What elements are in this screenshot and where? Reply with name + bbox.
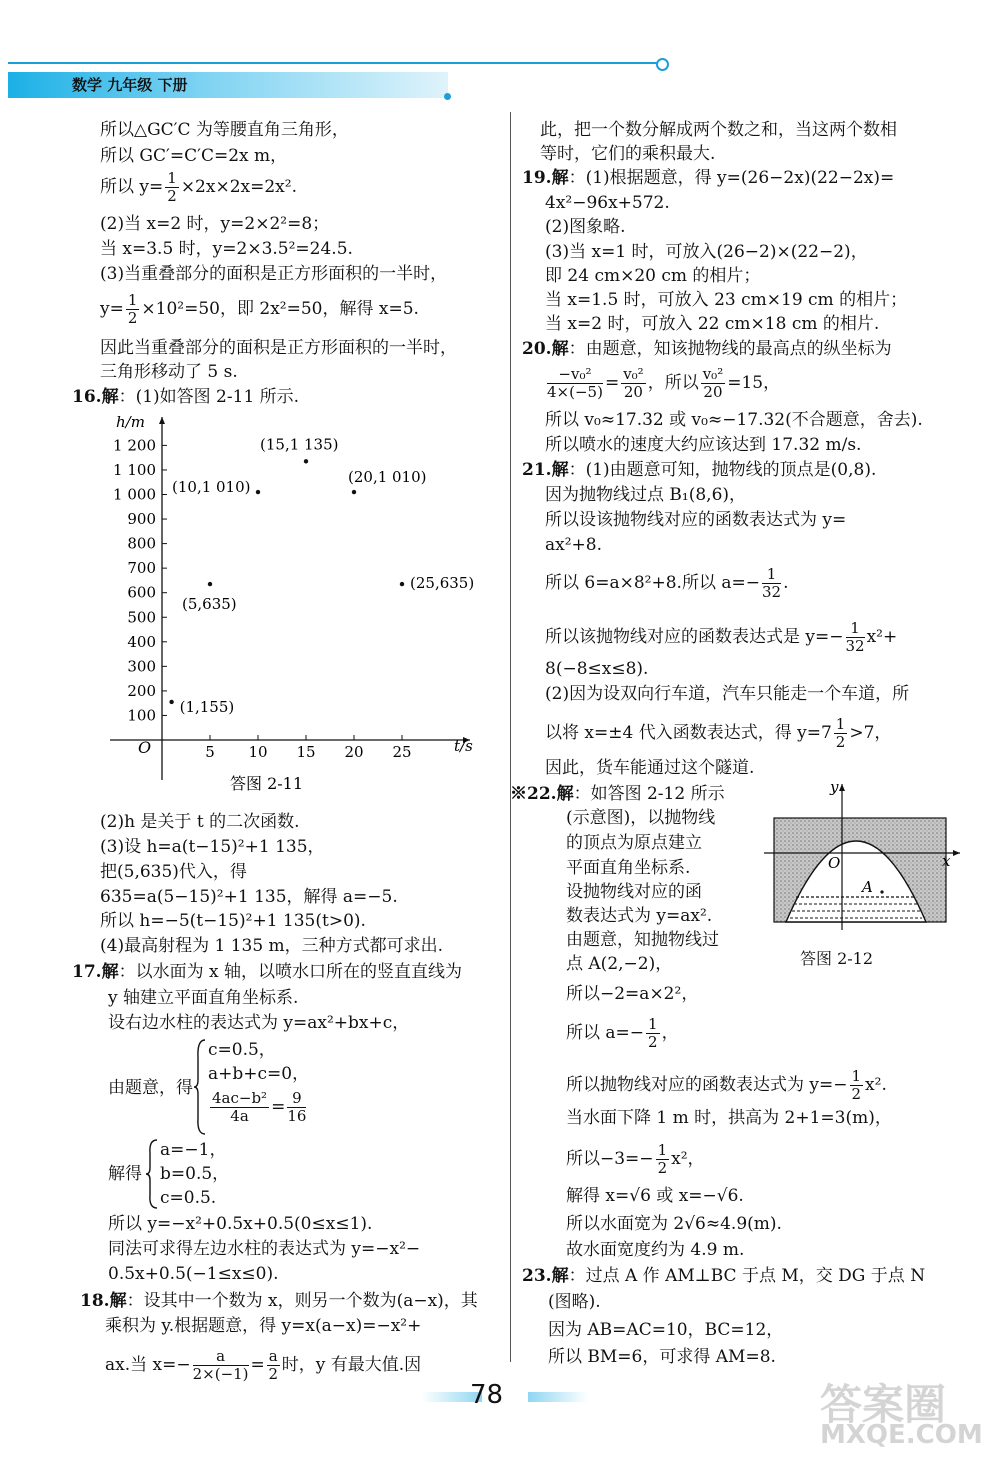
text-line: 所以 v₀≈17.32 或 v₀≈−17.32(不合题意，舍去). bbox=[545, 410, 923, 430]
y-tick-label: 1 200 bbox=[113, 436, 156, 455]
formula-line bbox=[100, 292, 419, 327]
text-line: 0.5x+0.5(−1≤x≤0). bbox=[108, 1264, 279, 1284]
text-line: 乘积为 y.根据题意，得 y=x(a−x)=−x²+ bbox=[105, 1316, 422, 1336]
header-bar-dot bbox=[444, 93, 451, 100]
text: ：(1)如答图 2-11 所示. bbox=[118, 387, 300, 407]
header-title: 数学 九年级 下册 bbox=[72, 76, 188, 94]
fraction bbox=[621, 366, 646, 401]
text-line: 解得 x=√6 或 x=−√6. bbox=[566, 1186, 744, 1206]
numerator: a bbox=[268, 1347, 278, 1365]
data-point bbox=[400, 582, 404, 586]
fraction bbox=[701, 366, 726, 401]
denominator: 2 bbox=[648, 1033, 658, 1051]
text-line: 所以 h=−5(t−15)²+1 135(t>0). bbox=[100, 911, 366, 931]
data-point bbox=[169, 700, 173, 704]
text-line: 因此，货车能通过这个隧道. bbox=[545, 758, 755, 778]
y-axis-label: h/m bbox=[116, 413, 145, 431]
fraction bbox=[656, 1142, 670, 1177]
fraction bbox=[165, 170, 179, 205]
text-line: 当 x=3.5 时，y=2×3.5²=24.5. bbox=[100, 239, 353, 259]
left-brace bbox=[193, 1038, 207, 1136]
x-axis-label: t/s bbox=[454, 737, 473, 755]
text-line: 等时，它们的乘积最大. bbox=[540, 144, 716, 164]
text-line: c=0.5. bbox=[160, 1188, 217, 1208]
text-line: 平面直角坐标系. bbox=[566, 858, 691, 878]
point-a-label: A bbox=[862, 878, 873, 896]
text-line: 的顶点为原点建立 bbox=[566, 833, 702, 853]
fraction bbox=[210, 1090, 269, 1125]
numerator: 1 bbox=[127, 291, 138, 309]
text-line: 8(−8≤x≤8). bbox=[545, 659, 649, 679]
origin-label: O bbox=[828, 854, 841, 872]
numerator: v₀² bbox=[623, 365, 644, 383]
denominator: 4×(−5) bbox=[547, 383, 603, 401]
header-rule bbox=[8, 62, 660, 64]
text-line: 设右边水柱的表达式为 y=ax²+bx+c， bbox=[108, 1013, 410, 1033]
text-line: (2)h 是关于 t 的二次函数. bbox=[100, 812, 300, 832]
text: ：(1)由题意可知，抛物线的顶点是(0,8). bbox=[568, 460, 877, 480]
text: ：过点 A 作 AM⊥BC 于点 M，交 DG 于点 N bbox=[568, 1266, 926, 1286]
x-axis-arrow bbox=[953, 850, 960, 856]
watermark-logo: 答案圈 bbox=[820, 1380, 947, 1429]
text-line: 635=a(5−15)²+1 135，解得 a=−5. bbox=[100, 887, 398, 907]
y-tick-label: 400 bbox=[127, 632, 156, 651]
text: ：如答图 2-12 所示 bbox=[573, 784, 725, 804]
text: 所以 y= bbox=[100, 177, 164, 197]
x-tick-label: 15 bbox=[296, 743, 316, 761]
text-line: y 轴建立平面直角坐标系. bbox=[108, 988, 299, 1008]
formula-line bbox=[545, 366, 780, 401]
text-line: (3)设 h=a(t−15)²+1 135， bbox=[100, 837, 325, 857]
text-line: 设抛物线对应的函 bbox=[566, 882, 702, 902]
formula-line bbox=[566, 1068, 887, 1103]
text-line: 因此当重叠部分的面积是正方形面积的一半时， bbox=[100, 338, 457, 358]
origin-label: O bbox=[138, 738, 152, 757]
parabola-figure bbox=[764, 780, 964, 930]
text-line: 三角形移动了 5 s. bbox=[100, 362, 238, 382]
y-tick-label: 200 bbox=[127, 681, 156, 700]
question-18 bbox=[80, 1291, 478, 1311]
text: ：(1)根据题意，得 y=(26−2x)(22−2x)= bbox=[568, 168, 895, 188]
fraction bbox=[846, 620, 865, 655]
numerator: 1 bbox=[167, 169, 177, 187]
fraction bbox=[126, 292, 140, 327]
data-point-label: (15,1 135) bbox=[260, 435, 339, 454]
text-line: 当 x=2 时，可放入 22 cm×18 cm 的相片. bbox=[545, 314, 880, 334]
data-point-label: (10,1 010) bbox=[172, 478, 251, 497]
text-line: 点 A(2,−2)， bbox=[566, 954, 673, 974]
text-line: (2)当 x=2 时，y=2×2²=8； bbox=[100, 214, 330, 234]
text: >7， bbox=[849, 723, 892, 743]
text-line: 数表达式为 y=ax². bbox=[566, 906, 713, 926]
text-line: 所以设该抛物线对应的函数表达式为 y= bbox=[545, 510, 847, 530]
denominator: 32 bbox=[845, 637, 865, 655]
text-line: b=0.5， bbox=[160, 1164, 230, 1184]
footer-ornament-right bbox=[528, 1392, 588, 1402]
numerator: 1 bbox=[835, 715, 846, 733]
data-point-label: (5,635) bbox=[182, 595, 237, 614]
question-number: 23.解 bbox=[522, 1266, 569, 1286]
data-point bbox=[208, 582, 212, 586]
y-tick-label: 300 bbox=[127, 657, 156, 676]
text: x²+ bbox=[866, 627, 898, 647]
text: x²， bbox=[671, 1149, 705, 1169]
text: y= bbox=[100, 299, 124, 319]
formula-line bbox=[545, 620, 897, 655]
numerator: 9 bbox=[287, 1090, 306, 1108]
text-line: 所以△GC′C 为等腰直角三角形， bbox=[100, 120, 349, 140]
formula-line bbox=[566, 1016, 679, 1051]
text: ， bbox=[661, 1023, 679, 1043]
text: 所以 6=a×8²+8.所以 a=− bbox=[545, 573, 760, 593]
text-line: 4x²−96x+572. bbox=[545, 193, 670, 213]
question-16 bbox=[72, 387, 299, 407]
text-line: a=−1， bbox=[160, 1140, 227, 1160]
x-axis-label: x bbox=[942, 852, 951, 870]
point-a bbox=[880, 890, 883, 893]
denominator: 32 bbox=[761, 583, 782, 601]
text-line: (2)因为设双向行车道，汽车只能走一个车道，所 bbox=[545, 684, 910, 704]
watermark-url: MXQE.COM bbox=[820, 1420, 983, 1450]
text-line: 把(5,635)代入，得 bbox=[100, 862, 247, 882]
text: 所以 a=− bbox=[566, 1023, 645, 1043]
question-number: 16.解 bbox=[72, 387, 119, 407]
question-23 bbox=[522, 1266, 925, 1286]
text: 所以抛物线对应的函数表达式为 y=− bbox=[566, 1075, 848, 1095]
text: ×10²=50，即 2x²=50，解得 x=5. bbox=[141, 299, 419, 319]
question-number: 17.解 bbox=[72, 962, 119, 982]
y-tick-label: 700 bbox=[127, 559, 156, 578]
y-tick-label: 1 100 bbox=[113, 460, 156, 479]
fraction bbox=[850, 1068, 864, 1103]
x-tick-label: 5 bbox=[205, 743, 215, 761]
denominator: 16 bbox=[287, 1107, 307, 1125]
text-line: 因为抛物线过点 B₁(8,6)， bbox=[545, 485, 747, 505]
text-line: 所以−2=a×2²， bbox=[566, 984, 699, 1004]
data-point-label: (1,155) bbox=[179, 697, 235, 716]
question-19 bbox=[522, 168, 894, 188]
y-tick-label: 600 bbox=[127, 583, 156, 602]
question-number: 20.解 bbox=[522, 339, 569, 359]
question-number: 19.解 bbox=[522, 168, 569, 188]
formula-line bbox=[545, 566, 788, 601]
x-tick-label: 25 bbox=[392, 743, 412, 761]
question-22 bbox=[510, 784, 725, 804]
numerator: 1 bbox=[846, 620, 865, 638]
text: x². bbox=[865, 1075, 887, 1095]
denominator: 20 bbox=[623, 383, 643, 401]
data-point bbox=[304, 459, 308, 463]
text-line: 所以 BM=6，可求得 AM=8. bbox=[548, 1347, 776, 1367]
header-rule-dot bbox=[656, 58, 669, 71]
denominator: 2 bbox=[167, 187, 177, 205]
data-point-label: (25,635) bbox=[410, 574, 475, 593]
text-line: 因为 AB=AC=10，BC=12， bbox=[548, 1320, 784, 1340]
numerator: v₀² bbox=[702, 365, 724, 383]
fraction bbox=[762, 566, 781, 601]
text: ax.当 x=− bbox=[105, 1355, 191, 1375]
text: ×2x×2x=2x². bbox=[180, 177, 297, 197]
data-point bbox=[352, 490, 356, 494]
y-axis-arrow bbox=[159, 417, 165, 424]
text: =15， bbox=[727, 373, 781, 393]
y-tick-label: 500 bbox=[127, 608, 156, 627]
numerator: a bbox=[193, 1348, 249, 1366]
numerator: −v₀² bbox=[547, 366, 603, 384]
text: = bbox=[604, 373, 620, 393]
formula-line bbox=[208, 1090, 308, 1125]
formula-line bbox=[545, 716, 891, 751]
text: 以将 x=±4 代入函数表达式，得 y=7 bbox=[545, 723, 832, 743]
denominator: 2 bbox=[657, 1159, 668, 1177]
fraction bbox=[287, 1090, 306, 1125]
text-line: (4)最高射程为 1 135 m，三种方式都可求出. bbox=[100, 936, 444, 956]
y-tick-label: 1 000 bbox=[113, 485, 156, 504]
text-line: 所以 y=−x²+0.5x+0.5(0≤x≤1). bbox=[108, 1214, 373, 1234]
question-number: ※22.解 bbox=[510, 784, 574, 804]
numerator: 1 bbox=[851, 1067, 862, 1085]
fraction bbox=[193, 1348, 249, 1383]
data-point bbox=[256, 490, 260, 494]
x-tick-label: 20 bbox=[344, 743, 364, 761]
denominator: 2 bbox=[835, 733, 846, 751]
y-tick-label: 100 bbox=[127, 706, 156, 725]
text: 解得 bbox=[108, 1164, 142, 1184]
denominator: 2 bbox=[127, 309, 138, 327]
denominator: 20 bbox=[703, 383, 723, 401]
text-line: (3)当重叠部分的面积是正方形面积的一半时， bbox=[100, 264, 448, 284]
text: ：设其中一个数为 x，则另一个数为(a−x)，其 bbox=[126, 1291, 478, 1311]
numerator: 1 bbox=[762, 566, 781, 584]
fraction bbox=[547, 366, 603, 401]
text: ：由题意，知该抛物线的最高点的纵坐标为 bbox=[568, 339, 892, 359]
figure-caption: 答图 2-12 bbox=[800, 949, 874, 968]
y-tick-label: 900 bbox=[127, 510, 156, 529]
text: = bbox=[250, 1355, 265, 1375]
formula-line bbox=[566, 1142, 705, 1177]
y-tick-label: 800 bbox=[127, 534, 156, 553]
formula-line bbox=[105, 1348, 421, 1383]
text: 由题意，得 bbox=[108, 1078, 193, 1098]
question-number: 18.解 bbox=[80, 1291, 127, 1311]
text-line: 此，把一个数分解成两个数之和，当这两个数相 bbox=[540, 120, 897, 140]
scatter-chart bbox=[70, 405, 490, 800]
numerator: 4ac−b² bbox=[212, 1089, 268, 1107]
formula-line bbox=[100, 170, 297, 205]
text-line: 即 24 cm×20 cm 的相片； bbox=[545, 266, 761, 286]
text-line: 所以喷水的速度大约应该达到 17.32 m/s. bbox=[545, 435, 862, 455]
text: ，所以 bbox=[647, 373, 699, 393]
denominator: 4a bbox=[230, 1107, 249, 1125]
text-line: c=0.5， bbox=[208, 1040, 276, 1060]
text-line: 当水面下降 1 m 时，拱高为 2+1=3(m)， bbox=[566, 1108, 892, 1128]
data-point-label: (20,1 010) bbox=[348, 468, 427, 487]
y-axis-arrow bbox=[839, 784, 845, 791]
text-line: a+b+c=0， bbox=[208, 1064, 310, 1084]
text: 所以−3=− bbox=[566, 1149, 654, 1169]
page-number: 78 bbox=[470, 1380, 504, 1410]
left-brace bbox=[145, 1138, 159, 1210]
text-line: 所以 GC′=C′C=2x m， bbox=[100, 146, 288, 166]
x-tick-label: 10 bbox=[248, 743, 268, 761]
numerator: 1 bbox=[657, 1141, 668, 1159]
text: = bbox=[271, 1097, 286, 1117]
text-line: (2)图象略. bbox=[545, 217, 626, 237]
text-line: 故水面宽度约为 4.9 m. bbox=[566, 1240, 745, 1260]
text: 所以该抛物线对应的函数表达式是 y=− bbox=[545, 627, 844, 647]
y-axis-label: y bbox=[830, 780, 839, 796]
numerator: 1 bbox=[648, 1015, 658, 1033]
question-20 bbox=[522, 339, 892, 359]
column-divider bbox=[510, 112, 511, 1362]
text-line: 同法可求得左边水柱的表达式为 y=−x²− bbox=[108, 1239, 421, 1259]
text-line: ax²+8. bbox=[545, 535, 603, 555]
text: 时，y 有最大值.因 bbox=[281, 1355, 422, 1375]
text-line: 所以水面宽为 2√6≈4.9(m). bbox=[566, 1214, 782, 1234]
figure-caption: 答图 2-11 bbox=[230, 774, 304, 793]
text: ：以水面为 x 轴，以喷水口所在的竖直直线为 bbox=[118, 962, 462, 982]
text-line: (示意图)，以抛物线 bbox=[566, 808, 716, 828]
denominator: 2×(−1) bbox=[192, 1365, 249, 1383]
question-17 bbox=[72, 962, 462, 982]
fraction bbox=[834, 716, 848, 751]
text-line: (图略). bbox=[548, 1292, 601, 1312]
denominator: 2 bbox=[268, 1365, 279, 1383]
question-21 bbox=[522, 460, 876, 480]
text: . bbox=[783, 573, 789, 593]
text-line: 由题意，知抛物线过 bbox=[566, 930, 719, 950]
text-line: (3)当 x=1 时，可放入(26−2)×(22−2)， bbox=[545, 242, 868, 262]
question-number: 21.解 bbox=[522, 460, 569, 480]
fraction bbox=[646, 1016, 660, 1051]
fraction bbox=[267, 1348, 280, 1383]
text-line: 当 x=1.5 时，可放入 23 cm×19 cm 的相片； bbox=[545, 290, 908, 310]
denominator: 2 bbox=[851, 1085, 862, 1103]
